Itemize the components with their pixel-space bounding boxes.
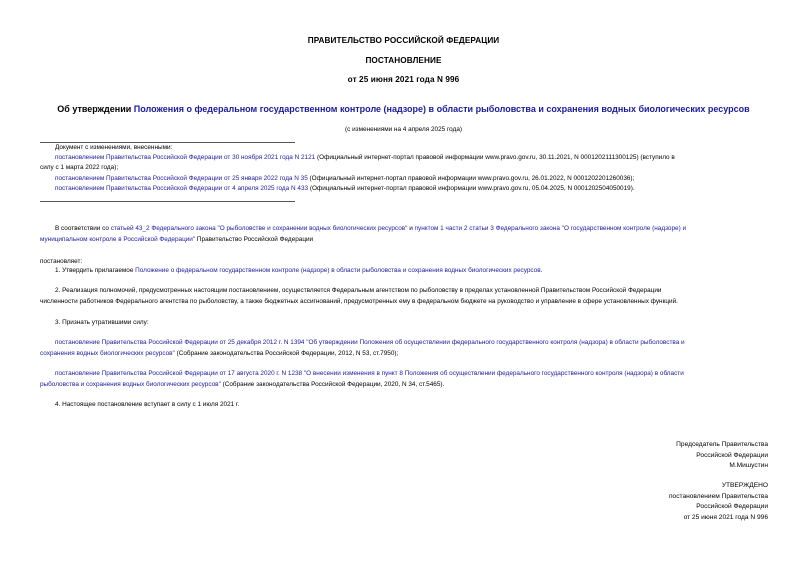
title-prefix: Об утверждении [57, 104, 134, 114]
title-link[interactable]: Положения о федеральном государственном контроле (надзоре) в области рыболовства и сохранения водных биологических ресурсов [133, 104, 750, 114]
preamble: В соответствии со статьей 43_2 Федерального закона "О рыболовстве и сохранении водных биологических ресурсов" и пунктом 1 части 2 статьи 3 Федерального закона "О государственном контроле (надзоре) и муниципальном контроле в Российской Федерации" Правительство Российской Федерации [40, 225, 687, 243]
law-link-fisheries[interactable]: статьей 43_2 Федерального закона "О рыболовстве и сохранении водных биологических ресурсов" [110, 225, 408, 232]
amendment-item: постановлением Правительства Российской Федерации от 4 апреля 2025 года N 433 (Официальный интернет-портал правовой информации www.pravo.gov.ru, 05.04.2025, N 0001202504050019). [55, 185, 635, 192]
item-3a: постановление Правительства Российской Федерации от 25 декабря 2012 г. N 1394 "Об утверждении Положения об осуществлении федерального государственного контроля (надзора) в области рыболовства и сохранения водных биологических ресурсов" (Собрание законодательства Российской Федерации, 2012, N 53, ст.7950); [40, 339, 685, 357]
regulation-link[interactable]: Положение о федеральном государственном контроле (надзоре) в области рыболовства и сохранения водных биологических ресурсов [135, 267, 541, 274]
item-3b: постановление Правительства Российской Федерации от 17 августа 2020 г. N 1238 "О внесении изменения в пункт 8 Положения об осуществлении федерального государственного контроля (надзора) в области рыболовства и сохранения водных биологических ресурсов" (Собрание законодательства Российской Федерации, 2020, N 34, ст.5465). [40, 370, 684, 388]
law-link-control-cont[interactable]: муниципальном контроле в Российской Федерации" [40, 235, 196, 243]
approval-heading: УТВЕРЖДЕНО [721, 482, 768, 489]
item-1: 1. Утвердить прилагаемое Положение о федеральном государственном контроле (надзоре) в области рыболовства и сохранения водных биологических ресурсов. [55, 267, 543, 274]
amendments-intro: Документ с изменениями, внесенными: [55, 144, 173, 151]
signature-country: Российской Федерации [696, 451, 768, 459]
amendment-link[interactable]: постановлением Правительства Российской Федерации от 4 апреля 2025 года N 433 [55, 185, 309, 192]
item-2: 2. Реализация полномочий, предусмотренных настоящим постановлением, осуществляется Федеральным агентством по рыболовству в пределах установленной Правительством Российской Федерации численности работников Федерального агентства по рыболовству, а также бюджетных ассигнований, предусмотренных ему в федеральном бюджете на руководство и управление в сфере установленных функций. [40, 287, 678, 305]
document-type: ПОСТАНОВЛЕНИЕ [365, 56, 442, 65]
item-4: 4. Настоящее постановление вступает в силу с 1 июля 2021 г. [55, 401, 240, 408]
signature-title: Председатель Правительства [676, 441, 768, 448]
item-3: 3. Признать утратившими силу: [55, 319, 149, 326]
amendment-item: постановлением Правительства Российской Федерации от 30 ноября 2021 года N 2121 (Официальный интернет-портал правовой информации www.pravo.gov.ru, 30.11.2021, N 0001202111300125) (вступило в силу с 1 марта 2022 года); [40, 154, 675, 171]
amendment-link[interactable]: постановлением Правительства Российской Федерации от 25 января 2022 года N 35 [55, 175, 308, 182]
approval-block: УТВЕРЖДЕНО постановлением Правительства Российской Федерации от 25 июня 2021 года N 996 [600, 481, 768, 523]
signature-block [600, 440, 768, 472]
repealed-link-2012[interactable]: постановление Правительства Российской Федерации от 25 декабря 2012 г. N 1394 "Об утверждении Положения об осуществлении федерального государственного контроля (надзора) в области рыболовства и [55, 339, 685, 346]
government-heading: ПРАВИТЕЛЬСТВО РОССИЙСКОЙ ФЕДЕРАЦИИ [307, 36, 500, 45]
document-title [0, 104, 807, 114]
repealed-link-2020[interactable]: постановление Правительства Российской Федерации от 17 августа 2020 г. N 1238 "О внесении изменения в пункт 8 Положения об осуществлении федерального государственного контроля (надзора) в области [55, 370, 684, 377]
document-date-number: от 25 июня 2021 года N 996 [347, 75, 460, 84]
amendment-link[interactable]: постановлением Правительства Российской Федерации от 30 ноября 2021 года N 2121 [55, 154, 316, 161]
amendment-item: постановлением Правительства Российской Федерации от 25 января 2022 года N 35 (Официальный интернет-портал правовой информации www.pravo.gov.ru, 26.01.2022, N 0001202201260036); [55, 175, 635, 182]
law-link-control[interactable]: пунктом 1 части 2 статьи 3 Федерального закона "О государственном контроле (надзоре) и [414, 225, 687, 232]
divider-bottom [40, 201, 295, 202]
signature-name: М.Мишустин [729, 462, 768, 469]
decrees-word: постановляет: [40, 258, 83, 265]
revision-note: (с изменениями на 4 апреля 2025 года) [345, 126, 462, 133]
